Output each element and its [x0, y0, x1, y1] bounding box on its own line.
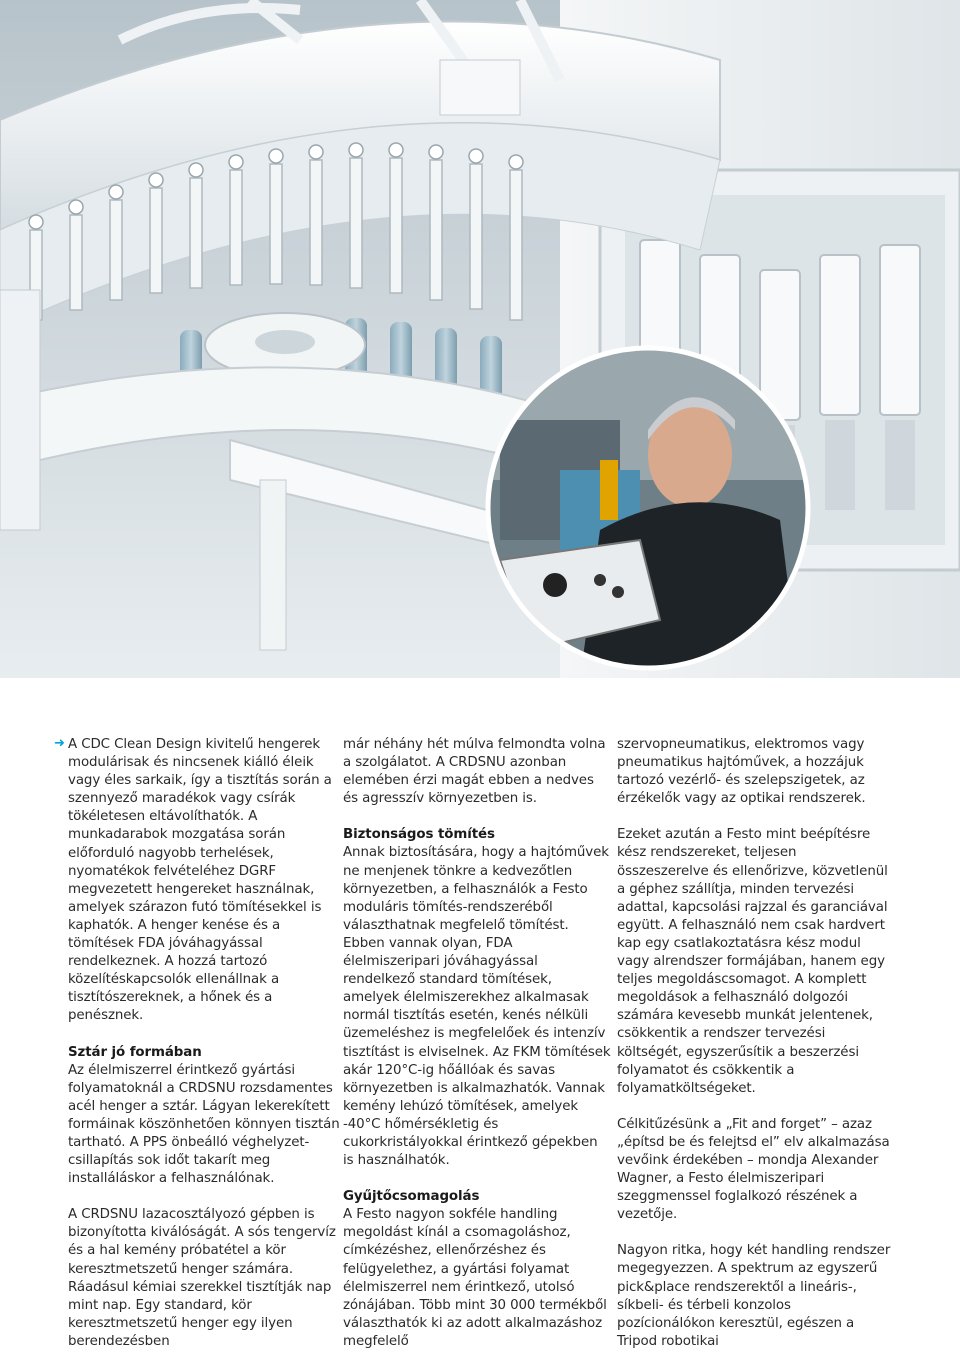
column3-paragraph-1: szervopneumatikus, elektromos vagy pneumatikus hajtóművek, a hozzájuk tartozó vezérlő- és szelepszigetek, az érzékelők vagy az optikai rendszerek.	[617, 737, 866, 807]
column2-heading-1: Biztonságos tömítés	[343, 827, 495, 843]
text-column-1	[54, 736, 340, 1369]
text-column-2	[343, 736, 611, 1369]
column1-paragraph-1: ➜ A CDC Clean Design kivitelű hengerek modulárisak és nincsenek kiálló éleik vagy éles sarkaik, így a tisztítás során a szennyező maradékok vagy csírák tökéletesen eltávolíthatók. A munkadarabok mozgatása során előforduló nagyobb terhelések, nyomatékok felvételéhez DGRF megvezetett hengereket használnak, amelyek szárazon futó tömítésekkel is kaphatók. A henger kenése és a tömítések FDA jóváhagyással rendelkeznek. A hozzá tartozó közelítéskapcsolók ellenállnak a tisztítószereknek, a hőnek és a penésznek.	[54, 736, 332, 1024]
arrow-right-icon: ➜	[54, 736, 65, 751]
column1-paragraph-3: A CRDSNU lazacosztályozó gépben is bizonyította kiválóságát. A sós tengervíz és a hal kemény próbatétel a kör keresztmetszetű henger számára. Ráadásul kémiai szerekkel tisztítják nap mint nap. Egy standard, kör keresztmetszetű henger egy ilyen berendezésben	[68, 1207, 336, 1349]
column3-paragraph-3: Célkitűzésünk a „Fit and forget” – azaz „építsd be és felejtsd el” elv alkalmazása vevőink érdekében – mondja Alexander Wagner, a Festo élelmiszeripari szeggmenssel foglalkozó részének a vezetője.	[617, 1116, 890, 1223]
column3-paragraph-4: Nagyon ritka, hogy két handling rendszer megegyezzen. A spektrum az egyszerű pick&place rendszerektől a lineáris-, síkbeli- és térbeli konzolos pozícionálókon keresztül, egészen a Tripod robotikai	[617, 1243, 891, 1349]
hero-image	[0, 0, 960, 678]
column1-paragraph-2: Az élelmiszerrel érintkező gyártási folyamatoknál a CRDSNU rozsdamentes acél henger a sztár. Lágyan lekerekített formáinak köszönhetően könnyen tisztán tartható. A PPS önbeálló véghelyzet-csillapítás sok időt takarít meg installáláskor a felhasználónak.	[68, 1062, 340, 1187]
text-column-3	[617, 736, 892, 1369]
column2-paragraph-1: már néhány hét múlva felmondta volna a szolgálatot. A CRDSNU azonban elemében érzi magát ebben a nedves és agresszív környezetben is.	[343, 737, 606, 807]
bottling-machine-illustration	[0, 0, 960, 678]
column2-paragraph-2: Annak biztosítására, hogy a hajtóművek ne menjenek tönkre a kedvezőtlen környezetben, a felhasználók a Festo moduláris tömítés-rendszeréből választhatnak megfelelő tömítést. Ebben vannak olyan, FDA élelmiszeripari jóváhagyással rendelkező standard tömítések, amelyek élelmiszerekhez alkalmasak normál tisztítás esetén, kenés nélküli üzemeléshez is megfelelőek és intenzív tisztítást is elviselnek. Az FKM tömítések akár 120°C-ig hőállóak és savas környezetben is alkalmazhatók. Vannak kemény lehúzó tömítések, amelyek -40°C hőmérsékletig és cukorkristályokkal érintkező gépekben is használhatók.	[343, 845, 611, 1169]
column3-paragraph-2: Ezeket azután a Festo mint beépítésre kész rendszereket, teljesen összeszerelve és ellenőrizve, közvetlenül a géphez szállítja, minden tervezési adattal, kapcsolási rajzzal és garanciával együtt. A felhasználó nem csak hardvert kap egy csatlakoztatásra kész modul vagy alrendszer formájában, hanem egy teljes megoldáscsomagot. A komplett megoldások a felhasználó dolgozói számára kevesebb munkát jelentenek, csökkentik a rendszer tervezési költségét, egyszerűsítik a beszerzési folyamatot és csökkentik a folyamatköltségeket.	[617, 827, 888, 1096]
column1-heading: Sztár jó formában	[68, 1044, 202, 1060]
column2-heading-2: Gyűjtőcsomagolás	[343, 1189, 480, 1205]
column2-paragraph-3: A Festo nagyon sokféle handling megoldást kínál a csomagoláshoz, címkézéshez, ellenőrzéshez és felügyelethez, a gyártási folyamat élelmiszerrel nem érintkező, utolsó zónájában. Több mint 30 000 termékből választhatók ki az adott alkalmazáshoz megfelelő	[343, 1207, 607, 1349]
